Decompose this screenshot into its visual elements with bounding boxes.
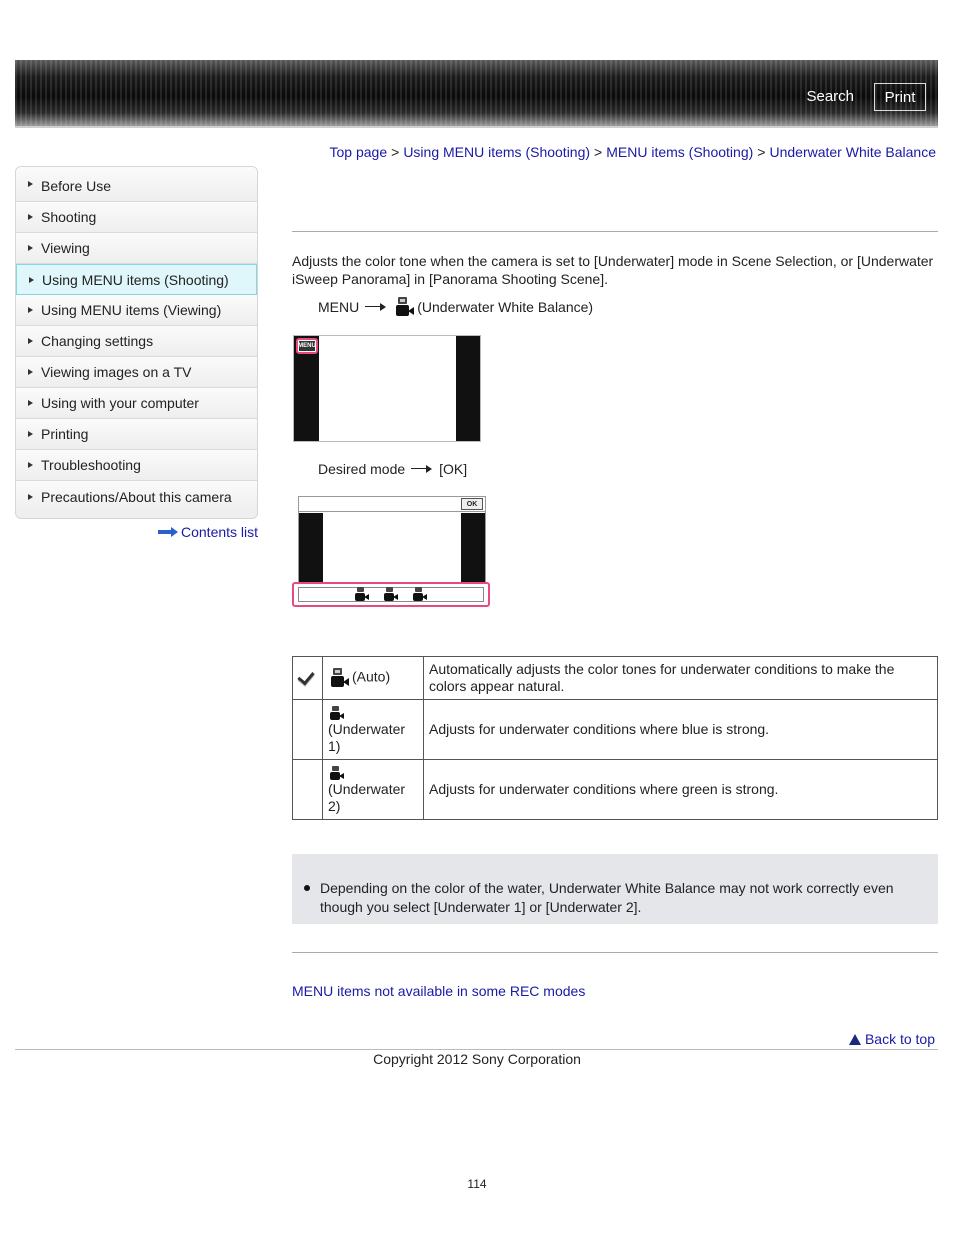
sidebar-item-label: Using MENU items (Viewing)	[41, 302, 222, 318]
sidebar-item-using-with-computer[interactable]	[16, 388, 257, 419]
triangle-right-icon	[28, 462, 33, 468]
related-divider	[292, 952, 938, 953]
screen-right-bar	[456, 336, 480, 441]
step-2	[318, 461, 467, 477]
back-to-top-link[interactable]	[849, 1031, 935, 1047]
sidebar-item-label: Precautions/About this camera	[41, 488, 232, 505]
sidebar-item-label: Viewing	[41, 240, 90, 256]
breadcrumb-menu-items-shooting[interactable]: MENU items (Shooting)	[606, 144, 754, 160]
arrow-right-icon	[365, 302, 387, 312]
step-1-menu-label: MENU	[318, 299, 360, 315]
table-row	[293, 657, 938, 700]
screen-left-bar	[299, 513, 323, 583]
sidebar-item-label: Using with your computer	[41, 395, 199, 411]
table-row	[293, 760, 938, 820]
underwater-wb-auto-icon	[330, 668, 350, 688]
sidebar-item-using-menu-viewing[interactable]	[16, 295, 257, 326]
sidebar-item-before-use[interactable]	[16, 167, 257, 202]
contents-list-link[interactable]	[158, 524, 258, 540]
triangle-right-icon	[29, 277, 34, 283]
triangle-right-icon	[28, 181, 33, 187]
mode-name: (Underwater 1)	[328, 721, 406, 754]
triangle-right-icon	[28, 245, 33, 251]
mode-description-cell: Adjusts for underwater conditions where green is strong.	[424, 760, 938, 820]
ok-button-graphic: OK	[461, 498, 483, 510]
step-1-setting-label: (Underwater White Balance)	[417, 299, 594, 315]
mode-name: (Auto)	[352, 668, 391, 685]
triangle-right-icon	[28, 494, 33, 500]
breadcrumb-using-menu-shooting[interactable]: Using MENU items (Shooting)	[403, 144, 591, 160]
sidebar	[15, 166, 258, 519]
triangle-right-icon	[28, 400, 33, 406]
copyright-text: Copyright 2012 Sony Corporation	[373, 1051, 581, 1067]
breadcrumb-separator: >	[757, 144, 766, 160]
page-number: 114	[467, 1177, 487, 1191]
related-topic-link[interactable]: MENU items not available in some REC modes	[292, 983, 586, 999]
check-cell	[293, 760, 323, 820]
default-check-cell	[293, 657, 323, 700]
check-cell	[293, 700, 323, 760]
arrow-right-icon	[411, 464, 433, 474]
step-2-mode-label: Desired mode	[318, 461, 406, 477]
breadcrumb	[330, 144, 936, 160]
sidebar-item-using-menu-shooting[interactable]	[16, 264, 257, 295]
screen-top-bar	[299, 497, 485, 512]
sidebar-item-label: Changing settings	[41, 333, 154, 349]
intro-text: Adjusts the color tone when the camera is set to [Underwater] mode in Scene Selection, or [Underwater iSweep Panorama] in [Panorama Shooting Scene].	[292, 253, 934, 287]
title-divider	[292, 231, 938, 232]
modes-table	[292, 656, 938, 820]
triangle-up-icon	[849, 1034, 861, 1045]
sidebar-item-precautions[interactable]	[16, 481, 257, 512]
mode-name-cell	[323, 700, 424, 760]
step-1	[318, 297, 593, 317]
header-bar	[15, 60, 938, 128]
mode-name-cell	[323, 657, 424, 700]
print-button[interactable]: Print	[874, 83, 926, 111]
triangle-right-icon	[28, 338, 33, 344]
sidebar-item-label: Using MENU items (Shooting)	[42, 271, 229, 288]
breadcrumb-separator: >	[391, 144, 400, 160]
underwater-wb-auto-icon	[395, 297, 415, 317]
sidebar-item-label: Viewing images on a TV	[41, 364, 192, 380]
triangle-right-icon	[28, 214, 33, 220]
sidebar-item-viewing-on-tv[interactable]	[16, 357, 257, 388]
underwater-wb-1-icon	[330, 706, 345, 721]
checkmark-icon	[298, 669, 318, 683]
camera-screen-menu-illustration	[293, 335, 481, 442]
sidebar-item-label: Before Use	[41, 178, 112, 194]
sidebar-item-label: Troubleshooting	[41, 457, 141, 473]
sidebar-item-label: Printing	[41, 426, 89, 442]
triangle-right-icon	[28, 431, 33, 437]
sidebar-item-printing[interactable]	[16, 419, 257, 450]
footer-divider	[15, 1049, 938, 1050]
sidebar-item-shooting[interactable]	[16, 202, 257, 233]
mode-selector-bar	[298, 587, 484, 602]
breadcrumb-top-page[interactable]: Top page	[329, 144, 388, 160]
sidebar-item-viewing[interactable]	[16, 233, 257, 264]
search-link[interactable]: Search	[806, 88, 854, 105]
triangle-right-icon	[28, 369, 33, 375]
triangle-right-icon	[28, 307, 33, 313]
sidebar-item-troubleshooting[interactable]	[16, 450, 257, 481]
screen-right-bar	[461, 513, 485, 583]
underwater-wb-auto-icon	[355, 587, 370, 602]
sidebar-item-label: Shooting	[41, 209, 97, 225]
arrow-right-icon	[158, 527, 178, 537]
underwater-wb-2-icon	[413, 587, 428, 602]
underwater-wb-2-icon	[330, 766, 345, 781]
menu-button-highlight: MENU	[296, 338, 318, 354]
mode-description-cell: Automatically adjusts the color tones for underwater conditions to make the colors appear natural.	[424, 657, 938, 700]
contents-list-label: Contents list	[181, 524, 259, 540]
breadcrumb-separator: >	[594, 144, 603, 160]
mode-name: (Underwater 2)	[328, 781, 406, 814]
mode-name-cell	[323, 760, 424, 820]
table-row	[293, 700, 938, 760]
sidebar-item-changing-settings[interactable]	[16, 326, 257, 357]
mode-description-cell: Adjusts for underwater conditions where blue is strong.	[424, 700, 938, 760]
back-to-top-label: Back to top	[864, 1031, 935, 1047]
note-box	[292, 854, 938, 924]
underwater-wb-1-icon	[384, 587, 399, 602]
bullet-icon	[304, 885, 310, 891]
breadcrumb-current-page[interactable]: Underwater White Balance	[769, 144, 936, 160]
mode-selector-highlight	[292, 582, 490, 607]
step-2-ok-label: [OK]	[439, 461, 468, 477]
note-text: Depending on the color of the water, Underwater White Balance may not work correctly even though you select [Underwater 1] or [Underwater 2].	[320, 880, 894, 915]
